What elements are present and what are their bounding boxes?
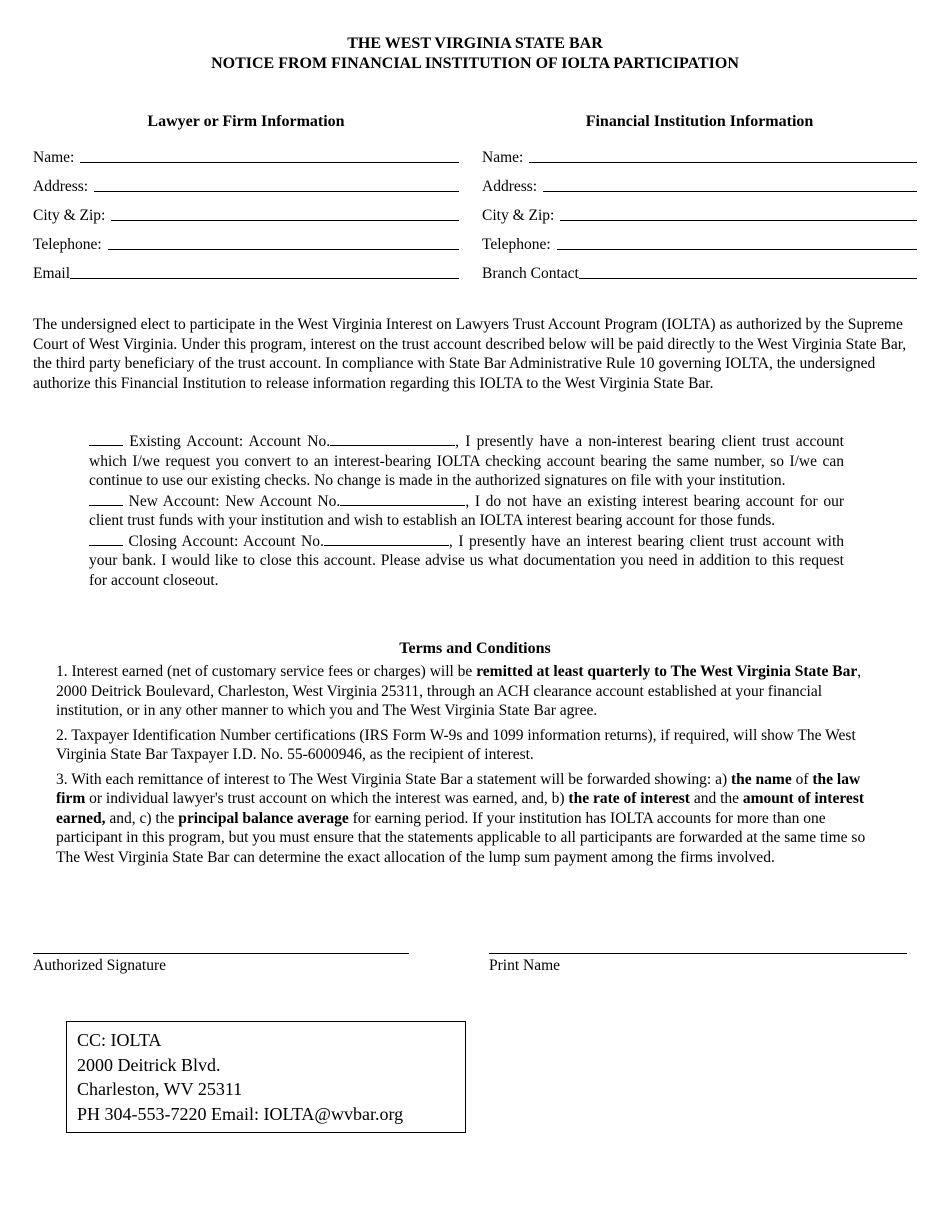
term-1-bold: remitted at least quarterly to The West Virginia State Bar xyxy=(476,663,858,680)
closing-account-number-blank[interactable] xyxy=(324,532,449,546)
lawyer-info-section xyxy=(33,112,459,283)
lawyer-city-line[interactable] xyxy=(111,206,459,221)
institution-info-heading: Financial Institution Information xyxy=(585,113,814,130)
form-title xyxy=(0,34,950,74)
institution-name-line[interactable] xyxy=(529,148,917,163)
lawyer-email-field[interactable] xyxy=(33,254,459,283)
term-1-text-c: , 2000 Deitrick Boulevard, Charleston, West Virginia 25311, through an ACH clearance account established at your financial institution, or in any other manner to which you and The West Virginia State Bar agree. xyxy=(56,663,862,719)
print-name-line[interactable] xyxy=(489,935,907,954)
institution-address-label: Address: xyxy=(482,177,541,195)
institution-contact-field[interactable] xyxy=(482,254,917,283)
institution-city-label: City & Zip: xyxy=(482,206,559,224)
term-1-text-a: 1. Interest earned (net of customary service fees or charges) will be xyxy=(56,663,477,680)
term-3-bold-balance: principal balance average xyxy=(178,809,349,827)
term-3-text-g: and the xyxy=(689,790,743,807)
terms-list xyxy=(56,662,886,872)
existing-account-label: Existing Account: Account No. xyxy=(123,433,331,450)
lawyer-phone-field[interactable] xyxy=(33,225,459,254)
term-3-bold-firm: the law firm xyxy=(56,770,861,807)
lawyer-city-field[interactable] xyxy=(33,196,459,225)
term-3-text-c: of xyxy=(791,770,813,788)
existing-account-check-blank[interactable] xyxy=(89,432,123,446)
institution-contact-label: Branch Contact xyxy=(482,264,579,282)
existing-account-number-blank[interactable] xyxy=(330,432,455,446)
account-options xyxy=(89,432,844,591)
term-3-bold-name: the name xyxy=(731,770,792,788)
existing-account-text: , I presently have a non-interest bearing client trust account which I/we request you convert to an interest-bearing IOLTA checking account bearing the same number, so I/we can continue to use our existing checks. No change is made in the authorized signatures on file with your institution. xyxy=(89,433,844,489)
term-3-text-e: or individual lawyer's trust account on which the interest was earned, and, b) xyxy=(85,790,569,807)
new-account-check-blank[interactable] xyxy=(89,492,123,506)
term-3-text-i: and, c) the xyxy=(105,809,179,827)
closing-account-check-blank[interactable] xyxy=(89,532,123,546)
institution-contact-line[interactable] xyxy=(579,264,917,279)
institution-address-field[interactable] xyxy=(482,167,917,196)
cc-line-4: PH 304-553-7220 Email: IOLTA@wvbar.org xyxy=(77,1103,404,1124)
lawyer-name-label: Name: xyxy=(33,148,79,166)
cc-line-2: 2000 Deitrick Blvd. xyxy=(77,1054,221,1075)
cc-line-1: CC: IOLTA xyxy=(77,1030,162,1050)
lawyer-address-label: Address: xyxy=(33,177,92,195)
existing-account-option xyxy=(89,432,844,491)
lawyer-address-field[interactable] xyxy=(33,167,459,196)
lawyer-email-line[interactable] xyxy=(70,264,459,279)
lawyer-name-field[interactable] xyxy=(33,138,459,167)
lawyer-phone-label: Telephone: xyxy=(33,235,106,253)
closing-account-text: , I presently have an interest bearing client trust account with your bank. I would like to close this account. Please advise us what documentation you need in addition to this request for account closeout. xyxy=(89,532,845,589)
lawyer-phone-line[interactable] xyxy=(108,235,459,250)
authorized-signature-label: Authorized Signature xyxy=(33,957,167,974)
term-2: 2. Taxpayer Identification Number certifications (IRS Form W-9s and 1099 information returns), if required, will show The West Virginia State Bar Taxpayer I.D. No. 55-6000946, as the recipient of interest. xyxy=(56,726,856,763)
new-account-text: , I do not have an existing interest bearing account for our client trust funds with your institution and wish to establish an IOLTA interest bearing account for those funds. xyxy=(89,492,845,529)
term-3-text-k: for earning period. If your institution has IOLTA accounts for more than one participant in this program, but you must ensure that the statements applicable to all participants are forwarded at the same time so The West Virginia State Bar can determine the exact allocation of the lump sum payment among the firms involved. xyxy=(56,809,866,866)
institution-phone-field[interactable] xyxy=(482,225,917,254)
new-account-option xyxy=(89,492,844,531)
authorized-signature-block xyxy=(33,935,409,976)
institution-name-label: Name: xyxy=(482,148,528,166)
lawyer-email-label: Email xyxy=(33,264,71,282)
term-3-bold-amount: amount of interest earned, xyxy=(56,790,865,827)
term-1 xyxy=(56,662,886,721)
title-line-2: NOTICE FROM FINANCIAL INSTITUTION OF IOLTA PARTICIPATION xyxy=(211,55,739,72)
print-name-label: Print Name xyxy=(489,957,561,974)
institution-city-field[interactable] xyxy=(482,196,917,225)
term-3 xyxy=(56,770,886,868)
term-3-bold-rate: the rate of interest xyxy=(568,790,690,807)
lawyer-city-label: City & Zip: xyxy=(33,206,110,224)
closing-account-label: Closing Account: Account No. xyxy=(123,532,324,550)
cc-address-box xyxy=(66,1021,466,1133)
closing-account-option xyxy=(89,532,844,591)
new-account-label: New Account: New Account No. xyxy=(123,492,341,510)
institution-address-line[interactable] xyxy=(543,177,917,192)
intro-paragraph: The undersigned elect to participate in the West Virginia Interest on Lawyers Trust Account Program (IOLTA) as authorized by the Supreme Court of West Virginia. Under this program, interest on the trust account described below will be paid directly to the West Virginia State Bar, the third party beneficiary of the trust account. In compliance with State Bar Administrative Rule 10 governing IOLTA, the undersigned authorize this Financial Institution to release information regarding this IOLTA to the West Virginia State Bar. xyxy=(33,316,907,392)
institution-phone-line[interactable] xyxy=(557,235,917,250)
lawyer-info-heading: Lawyer or Firm Information xyxy=(147,113,345,130)
cc-line-3: Charleston, WV 25311 xyxy=(77,1079,243,1099)
terms-heading: Terms and Conditions xyxy=(399,640,551,657)
institution-name-field[interactable] xyxy=(482,138,917,167)
institution-phone-label: Telephone: xyxy=(482,235,555,253)
lawyer-address-line[interactable] xyxy=(94,177,459,192)
institution-city-line[interactable] xyxy=(560,206,917,221)
term-3-text-a: 3. With each remittance of interest to The West Virginia State Bar a statement will be forwarded showing: a) xyxy=(56,770,731,788)
print-name-block xyxy=(489,935,907,976)
title-line-1: THE WEST VIRGINIA STATE BAR xyxy=(347,35,603,52)
institution-info-section xyxy=(482,112,917,283)
authorized-signature-line[interactable] xyxy=(33,935,409,954)
new-account-number-blank[interactable] xyxy=(340,492,465,506)
lawyer-name-line[interactable] xyxy=(80,148,459,163)
